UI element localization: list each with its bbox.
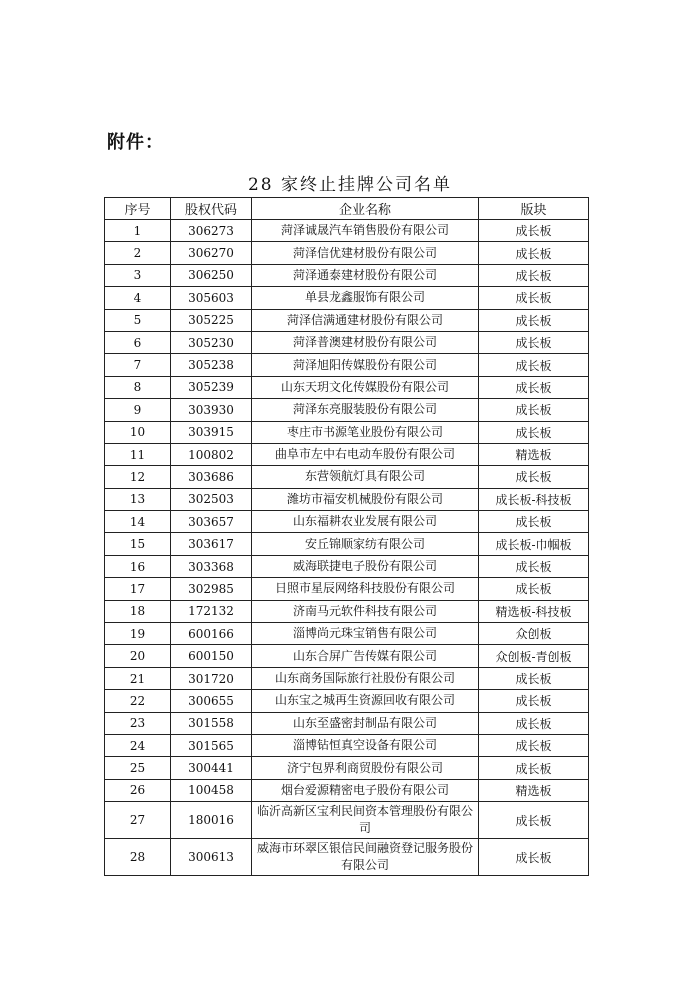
row-company-name-cell: 菏泽诚晟汽车销售股份有限公司 [252, 220, 479, 242]
table-row [105, 623, 589, 645]
row-code-cell: 301565 [171, 734, 252, 756]
table-row [105, 839, 589, 876]
row-company-name-cell: 山东至盛密封制品有限公司 [252, 712, 479, 734]
table-row [105, 667, 589, 689]
row-code-cell: 301558 [171, 712, 252, 734]
row-code-cell: 302985 [171, 578, 252, 600]
row-board-cell: 成长板 [479, 690, 589, 712]
row-board-cell: 精选板 [479, 779, 589, 801]
row-code-cell: 172132 [171, 600, 252, 622]
table-row [105, 690, 589, 712]
row-code-cell: 303657 [171, 511, 252, 533]
row-company-name-cell: 日照市星辰网络科技股份有限公司 [252, 578, 479, 600]
row-code-cell: 306270 [171, 242, 252, 264]
row-board-cell: 成长板 [479, 399, 589, 421]
row-board-cell: 成长板 [479, 376, 589, 398]
row-board-cell: 成长板 [479, 839, 589, 876]
row-index-cell: 24 [105, 734, 171, 756]
row-index-cell: 26 [105, 779, 171, 801]
row-board-cell: 成长板 [479, 309, 589, 331]
table-row [105, 331, 589, 353]
row-company-name-cell: 山东商务国际旅行社股份有限公司 [252, 667, 479, 689]
row-index-cell: 8 [105, 376, 171, 398]
row-code-cell: 600150 [171, 645, 252, 667]
row-code-cell: 306250 [171, 264, 252, 286]
row-index-cell: 13 [105, 488, 171, 510]
row-code-cell: 100802 [171, 443, 252, 465]
row-board-cell: 成长板-科技板 [479, 488, 589, 510]
row-company-name-cell: 济宁包界利商贸股份有限公司 [252, 757, 479, 779]
row-index-cell: 21 [105, 667, 171, 689]
row-code-cell: 305238 [171, 354, 252, 376]
row-company-name-cell: 山东福耕农业发展有限公司 [252, 511, 479, 533]
row-board-cell: 成长板 [479, 667, 589, 689]
row-board-cell: 成长板 [479, 242, 589, 264]
row-company-name-cell: 淄博钻恒真空设备有限公司 [252, 734, 479, 756]
row-company-name-cell: 山东宝之城再生资源回收有限公司 [252, 690, 479, 712]
row-board-cell: 成长板 [479, 421, 589, 443]
row-code-cell: 305603 [171, 287, 252, 309]
row-board-cell: 众创板 [479, 623, 589, 645]
row-board-cell: 成长板 [479, 555, 589, 577]
row-company-name-cell: 临沂高新区宝利民间资本管理股份有限公司 [252, 802, 479, 839]
row-index-cell: 1 [105, 220, 171, 242]
row-code-cell: 301720 [171, 667, 252, 689]
row-code-cell: 303930 [171, 399, 252, 421]
row-index-cell: 27 [105, 802, 171, 839]
table-row [105, 734, 589, 756]
row-company-name-cell: 菏泽东亮服装股份有限公司 [252, 399, 479, 421]
table-row [105, 287, 589, 309]
row-code-cell: 305230 [171, 331, 252, 353]
table-row [105, 802, 589, 839]
row-index-cell: 9 [105, 399, 171, 421]
header-company-name: 企业名称 [252, 198, 479, 220]
row-index-cell: 2 [105, 242, 171, 264]
row-index-cell: 18 [105, 600, 171, 622]
row-board-cell: 精选板 [479, 443, 589, 465]
row-company-name-cell: 菏泽信满通建材股份有限公司 [252, 309, 479, 331]
delisted-companies-table [104, 197, 589, 876]
table-row [105, 645, 589, 667]
row-code-cell: 306273 [171, 220, 252, 242]
row-company-name-cell: 山东合屏广告传媒有限公司 [252, 645, 479, 667]
row-index-cell: 14 [105, 511, 171, 533]
table-header-row [105, 198, 589, 220]
table-row [105, 555, 589, 577]
table-row [105, 242, 589, 264]
row-company-name-cell: 威海市环翠区银信民间融资登记服务股份有限公司 [252, 839, 479, 876]
row-index-cell: 4 [105, 287, 171, 309]
row-index-cell: 25 [105, 757, 171, 779]
row-company-name-cell: 东营领航灯具有限公司 [252, 466, 479, 488]
row-index-cell: 20 [105, 645, 171, 667]
row-board-cell: 成长板 [479, 757, 589, 779]
row-board-cell: 成长板 [479, 511, 589, 533]
row-code-cell: 305225 [171, 309, 252, 331]
table-row [105, 488, 589, 510]
table-row [105, 399, 589, 421]
row-board-cell: 成长板-巾帼板 [479, 533, 589, 555]
row-index-cell: 19 [105, 623, 171, 645]
row-code-cell: 180016 [171, 802, 252, 839]
page-title: 28 家终止挂牌公司名单 [247, 175, 453, 195]
row-company-name-cell: 菏泽通泰建材股份有限公司 [252, 264, 479, 286]
row-company-name-cell: 单县龙鑫服饰有限公司 [252, 287, 479, 309]
row-index-cell: 7 [105, 354, 171, 376]
row-company-name-cell: 威海联捷电子股份有限公司 [252, 555, 479, 577]
row-board-cell: 成长板 [479, 354, 589, 376]
row-index-cell: 10 [105, 421, 171, 443]
row-code-cell: 302503 [171, 488, 252, 510]
row-index-cell: 22 [105, 690, 171, 712]
row-company-name-cell: 菏泽信优建材股份有限公司 [252, 242, 479, 264]
row-board-cell: 成长板 [479, 466, 589, 488]
row-index-cell: 6 [105, 331, 171, 353]
row-board-cell: 成长板 [479, 287, 589, 309]
header-index: 序号 [105, 198, 171, 220]
row-company-name-cell: 枣庄市书源笔业股份有限公司 [252, 421, 479, 443]
row-board-cell: 精选板-科技板 [479, 600, 589, 622]
table-row [105, 264, 589, 286]
header-code: 股权代码 [171, 198, 252, 220]
row-company-name-cell: 山东天玥文化传媒股份有限公司 [252, 376, 479, 398]
row-company-name-cell: 曲阜市左中右电动车股份有限公司 [252, 443, 479, 465]
row-company-name-cell: 潍坊市福安机械股份有限公司 [252, 488, 479, 510]
row-company-name-cell: 烟台爱源精密电子股份有限公司 [252, 779, 479, 801]
table-row [105, 376, 589, 398]
row-code-cell: 303617 [171, 533, 252, 555]
table-row [105, 578, 589, 600]
row-company-name-cell: 安丘锦顺家纺有限公司 [252, 533, 479, 555]
attachment-label: 附件： [107, 132, 164, 153]
row-index-cell: 28 [105, 839, 171, 876]
row-company-name-cell: 济南马元软件科技有限公司 [252, 600, 479, 622]
table-row [105, 533, 589, 555]
row-company-name-cell: 淄博尚元珠宝销售有限公司 [252, 623, 479, 645]
row-code-cell: 303686 [171, 466, 252, 488]
table-row [105, 757, 589, 779]
table-row [105, 220, 589, 242]
row-board-cell: 成长板 [479, 264, 589, 286]
row-board-cell: 成长板 [479, 802, 589, 839]
row-code-cell: 600166 [171, 623, 252, 645]
row-index-cell: 23 [105, 712, 171, 734]
row-index-cell: 15 [105, 533, 171, 555]
table-row [105, 354, 589, 376]
table-row [105, 600, 589, 622]
row-index-cell: 12 [105, 466, 171, 488]
row-index-cell: 5 [105, 309, 171, 331]
table-row [105, 779, 589, 801]
header-board: 版块 [479, 198, 589, 220]
table-row [105, 421, 589, 443]
row-index-cell: 16 [105, 555, 171, 577]
row-code-cell: 303368 [171, 555, 252, 577]
row-board-cell: 众创板-青创板 [479, 645, 589, 667]
row-index-cell: 17 [105, 578, 171, 600]
row-code-cell: 303915 [171, 421, 252, 443]
row-code-cell: 100458 [171, 779, 252, 801]
row-index-cell: 3 [105, 264, 171, 286]
table-row [105, 443, 589, 465]
row-company-name-cell: 菏泽旭阳传媒股份有限公司 [252, 354, 479, 376]
row-code-cell: 300655 [171, 690, 252, 712]
table-row [105, 309, 589, 331]
row-code-cell: 305239 [171, 376, 252, 398]
table-row [105, 712, 589, 734]
row-index-cell: 11 [105, 443, 171, 465]
row-company-name-cell: 菏泽普澳建材股份有限公司 [252, 331, 479, 353]
row-board-cell: 成长板 [479, 734, 589, 756]
row-board-cell: 成长板 [479, 220, 589, 242]
row-code-cell: 300441 [171, 757, 252, 779]
table-row [105, 466, 589, 488]
row-board-cell: 成长板 [479, 712, 589, 734]
row-code-cell: 300613 [171, 839, 252, 876]
row-board-cell: 成长板 [479, 331, 589, 353]
table-row [105, 511, 589, 533]
row-board-cell: 成长板 [479, 578, 589, 600]
